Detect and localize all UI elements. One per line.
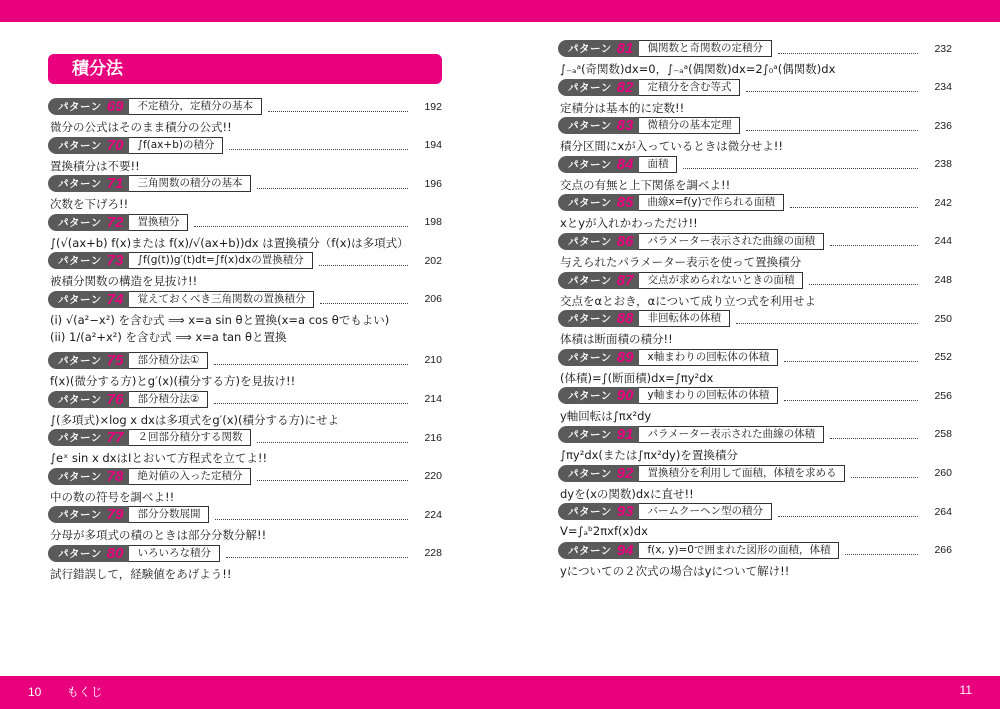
toc-entry[interactable] <box>558 502 952 541</box>
top-color-band <box>0 0 1000 22</box>
pattern-label: パターン <box>568 506 612 519</box>
toc-entry-head <box>558 309 952 328</box>
pattern-title: 不定積分，定積分の基本 <box>129 98 262 115</box>
pattern-number: 82 <box>616 78 634 96</box>
toc-left-column <box>48 97 442 583</box>
toc-entry[interactable] <box>48 467 442 506</box>
pattern-number: 73 <box>106 252 124 270</box>
pattern-number: 83 <box>616 117 634 135</box>
pattern-number: 75 <box>106 351 124 369</box>
page-number: 236 <box>934 119 952 132</box>
toc-entry[interactable] <box>48 505 442 544</box>
toc-entry[interactable] <box>558 348 952 387</box>
pattern-label: パターン <box>568 120 612 133</box>
page-number: 266 <box>934 544 952 557</box>
page-number: 192 <box>424 100 442 113</box>
pattern-title: いろいろな積分 <box>129 545 220 562</box>
toc-entry[interactable] <box>48 97 442 136</box>
dot-leader <box>683 159 918 169</box>
toc-entry-head <box>558 116 952 135</box>
pattern-description: 被積分関数の構造を見抜け!! <box>50 274 198 289</box>
dot-leader <box>226 548 408 558</box>
pattern-label: パターン <box>568 235 612 248</box>
dot-leader <box>257 179 408 189</box>
pattern-badge <box>48 391 129 408</box>
toc-entry-head <box>558 464 952 483</box>
toc-entry-head <box>558 348 952 367</box>
pattern-badge <box>48 291 129 308</box>
toc-entry[interactable] <box>558 193 952 232</box>
toc-entry-head <box>48 505 442 524</box>
pattern-description: ∫eˣ sin x dxはIとおいて方程式を立てよ!! <box>50 451 268 466</box>
pattern-description: 中の数の符号を調べよ!! <box>50 489 175 504</box>
toc-entry[interactable] <box>558 116 952 155</box>
toc-entry-head <box>558 232 952 251</box>
pattern-label: パターン <box>568 390 612 403</box>
pattern-badge <box>558 194 639 211</box>
pattern-label: パターン <box>568 544 612 557</box>
pattern-description: (体積)=∫(断面積)dx=∫πy²dx <box>560 370 714 385</box>
dot-leader <box>215 510 408 520</box>
pattern-title: ∫f(ax+b)の積分 <box>129 137 223 154</box>
dot-leader <box>257 471 408 481</box>
pattern-badge <box>558 349 639 366</box>
toc-entry[interactable] <box>48 351 442 390</box>
pattern-label: パターン <box>58 178 102 191</box>
pattern-label: パターン <box>58 101 102 113</box>
dot-leader <box>809 275 918 285</box>
pattern-description: ∫(多項式)×log x dxは多項式をg′(x)(積分する方)にせよ <box>50 412 340 427</box>
pattern-description: (i) √(a²−x²) を含む式 ⟹ x=a sin θと置換(x=a cos θでもよい) <box>50 312 390 327</box>
folio-left <box>28 683 103 700</box>
toc-entry[interactable] <box>558 232 952 271</box>
pattern-badge <box>558 426 639 443</box>
pattern-title: 面積 <box>639 156 677 173</box>
toc-entry[interactable] <box>48 213 442 252</box>
page-number: 258 <box>934 428 952 441</box>
toc-entry-head <box>48 428 442 447</box>
pattern-badge <box>558 310 639 327</box>
toc-entry-head <box>558 155 952 174</box>
toc-entry-head <box>48 213 442 232</box>
pattern-number: 72 <box>106 213 124 231</box>
pattern-label: パターン <box>568 43 612 55</box>
dot-leader <box>851 468 918 478</box>
pattern-badge <box>48 214 129 231</box>
page-number-right: 11 <box>959 683 972 697</box>
pattern-label: パターン <box>58 470 102 483</box>
dot-leader <box>790 198 918 208</box>
pattern-description: V=∫ₐᵇ2πxf(x)dx <box>560 524 648 539</box>
toc-entry-head <box>558 193 952 212</box>
page-number: 264 <box>934 505 952 518</box>
page-number: 252 <box>934 351 952 364</box>
toc-entry[interactable] <box>558 386 952 425</box>
dot-leader <box>830 429 918 439</box>
pattern-badge <box>48 545 129 562</box>
pattern-number: 84 <box>616 155 634 173</box>
pattern-description-2: (ii) 1/(a²+x²) を含む式 ⟹ x=a tan θと置換 <box>50 329 287 344</box>
pattern-title: x軸まわりの回転体の体積 <box>639 349 778 366</box>
page-number: 242 <box>934 196 952 209</box>
pattern-title: 定積分を含む等式 <box>639 79 740 96</box>
pattern-description: 与えられたパラメーター表示を使って置換積分 <box>560 254 802 269</box>
pattern-number: 81 <box>616 40 634 57</box>
pattern-label: パターン <box>58 354 102 367</box>
pattern-title: ２回部分積分する関数 <box>129 429 251 446</box>
pattern-title: f(x, y)=0で囲まれた図形の面積，体積 <box>639 542 839 559</box>
folio-label: もくじ <box>66 685 103 699</box>
pattern-description: 次数を下げろ!! <box>50 197 129 212</box>
toc-entry[interactable] <box>48 428 442 467</box>
pattern-description: 体積は断面積の積分!! <box>560 332 673 347</box>
pattern-description: 試行錯誤して，経験値をあげよう!! <box>50 566 232 581</box>
toc-entry-head <box>48 467 442 486</box>
dot-leader <box>778 44 918 54</box>
page-number: 248 <box>934 274 952 287</box>
pattern-description: ∫πy²dx(または∫πx²dy)を置換積分 <box>560 447 738 462</box>
pattern-badge <box>558 503 639 520</box>
toc-entry-head <box>48 251 442 270</box>
pattern-title: 三角関数の積分の基本 <box>129 175 251 192</box>
toc-entry-head <box>558 39 952 58</box>
pattern-number: 70 <box>106 136 124 154</box>
dot-leader <box>736 314 918 324</box>
page-number: 194 <box>424 139 442 152</box>
page-number: 228 <box>424 547 442 560</box>
pattern-description: 分母が多項式の積のときは部分分数分解!! <box>50 528 267 543</box>
page-number: 232 <box>934 42 952 55</box>
pattern-title: 偶関数と奇関数の定積分 <box>639 40 772 57</box>
pattern-title: 非回転体の体積 <box>639 310 730 327</box>
pattern-label: パターン <box>568 158 612 171</box>
pattern-label: パターン <box>568 351 612 364</box>
pattern-label: パターン <box>58 547 102 560</box>
pattern-label: パターン <box>58 255 102 268</box>
toc-entry[interactable] <box>558 541 952 580</box>
pattern-number: 86 <box>616 232 634 250</box>
toc-entry-head <box>48 290 442 309</box>
dot-leader <box>778 507 918 517</box>
pattern-description: 置換積分は不要!! <box>50 158 140 173</box>
pattern-description: dyを(xの関数)dxに直せ!! <box>560 486 694 501</box>
pattern-description: yについての２次式の場合はyについて解け!! <box>560 563 790 578</box>
pattern-badge <box>48 429 129 446</box>
page-number: 210 <box>424 354 442 367</box>
pattern-title: 絶対値の入った定積分 <box>129 468 251 485</box>
pattern-title: 置換積分 <box>129 214 188 231</box>
page-number: 244 <box>934 235 952 248</box>
toc-entry[interactable] <box>558 425 952 464</box>
pattern-badge <box>48 175 129 192</box>
pattern-badge <box>48 252 129 269</box>
pattern-badge <box>48 468 129 485</box>
pattern-number: 93 <box>616 503 634 521</box>
toc-entry-head <box>558 271 952 290</box>
dot-leader <box>320 294 408 304</box>
pattern-description: 積分区間にxが入っているときは微分せよ!! <box>560 139 784 154</box>
toc-entry-head <box>48 351 442 370</box>
pattern-number: 91 <box>616 425 634 443</box>
dot-leader <box>214 355 408 365</box>
page-number: 260 <box>934 467 952 480</box>
dot-leader <box>830 236 918 246</box>
toc-entry-head <box>48 544 442 563</box>
pattern-title: 曲線x=f(y)で作られる面積 <box>639 194 784 211</box>
pattern-badge <box>558 387 639 404</box>
dot-leader <box>229 140 408 150</box>
page-number: 220 <box>424 470 442 483</box>
pattern-title: 交点が求められないときの面積 <box>639 272 803 289</box>
toc-entry[interactable] <box>558 78 952 117</box>
dot-leader <box>845 545 918 555</box>
pattern-number: 87 <box>616 271 634 289</box>
pattern-title: 微積分の基本定理 <box>639 117 740 134</box>
toc-entry[interactable] <box>558 309 952 348</box>
pattern-badge <box>48 506 129 523</box>
toc-entry-head <box>558 425 952 444</box>
pattern-description: 定積分は基本的に定数!! <box>560 100 685 115</box>
dot-leader <box>268 102 408 112</box>
pattern-label: パターン <box>58 216 102 229</box>
toc-right-column <box>558 39 952 579</box>
dot-leader <box>319 256 408 266</box>
dot-leader <box>784 352 918 362</box>
pattern-badge <box>558 79 639 96</box>
pattern-description: xとyが入れかわっただけ!! <box>560 216 698 231</box>
pattern-number: 80 <box>106 544 124 562</box>
pattern-number: 89 <box>616 348 634 366</box>
pattern-description: ∫₋ₐᵃ(奇関数)dx=0，∫₋ₐᵃ(偶関数)dx=2∫₀ᵃ(偶関数)dx <box>560 62 836 76</box>
pattern-title: 覚えておくべき三角関数の置換積分 <box>129 291 314 308</box>
toc-entry[interactable] <box>558 39 952 78</box>
toc-entry-head <box>558 78 952 97</box>
page-number-left: 10 <box>28 685 42 699</box>
dot-leader <box>214 394 408 404</box>
page-number: 216 <box>424 431 442 444</box>
pattern-label: パターン <box>568 313 612 326</box>
pattern-number: 76 <box>106 390 124 408</box>
pattern-badge <box>558 272 639 289</box>
pattern-number: 79 <box>106 506 124 524</box>
toc-entry[interactable] <box>48 390 442 429</box>
pattern-number: 71 <box>106 175 124 193</box>
pattern-title: ∫f(g(t))g′(t)dt=∫f(x)dxの置換積分 <box>129 252 312 269</box>
toc-entry-head <box>48 136 442 155</box>
pattern-badge <box>558 465 639 482</box>
toc-entry-head <box>558 386 952 405</box>
pattern-number: 85 <box>616 194 634 212</box>
pattern-description: 交点をαとおき，αについて成り立つ式を利用せよ <box>560 293 816 308</box>
pattern-description: f(x)(微分する方)とg′(x)(積分する方)を見抜け!! <box>50 373 296 388</box>
pattern-title: 部分積分法② <box>129 391 208 408</box>
pattern-label: パターン <box>568 467 612 480</box>
dot-leader <box>784 391 918 401</box>
pattern-badge <box>558 542 639 559</box>
pattern-badge <box>48 137 129 154</box>
dot-leader <box>257 433 408 443</box>
bottom-color-band <box>0 676 1000 709</box>
toc-entry[interactable] <box>48 136 442 175</box>
pattern-label: パターン <box>568 81 612 94</box>
page-number: 206 <box>424 293 442 306</box>
dot-leader <box>746 82 918 92</box>
toc-entry-head <box>48 97 442 116</box>
pattern-description: 微分の公式はそのまま積分の公式!! <box>50 120 232 134</box>
pattern-badge <box>558 156 639 173</box>
pattern-description: y軸回転は∫πx²dy <box>560 409 652 424</box>
pattern-number: 92 <box>616 464 634 482</box>
page-number: 250 <box>934 312 952 325</box>
toc-entry-head <box>48 174 442 193</box>
pattern-description: ∫(√(ax+b) f(x)または f(x)/√(ax+b))dx は置換積分（f(x)は多項式） <box>50 235 409 250</box>
toc-entry[interactable] <box>48 251 442 290</box>
pattern-badge <box>558 117 639 134</box>
toc-entry[interactable] <box>48 544 442 583</box>
page-number: 198 <box>424 216 442 229</box>
pattern-badge <box>48 98 129 115</box>
pattern-title: 部分分数展開 <box>129 506 209 523</box>
toc-entry-head <box>48 390 442 409</box>
page-number: 238 <box>934 158 952 171</box>
pattern-label: パターン <box>568 428 612 441</box>
pattern-number: 74 <box>106 290 124 308</box>
pattern-title: パラメーター表示された曲線の体積 <box>639 426 824 443</box>
pattern-label: パターン <box>568 197 612 210</box>
pattern-label: パターン <box>568 274 612 287</box>
pattern-number: 69 <box>106 98 124 115</box>
toc-entry[interactable] <box>558 271 952 310</box>
pattern-number: 77 <box>106 429 124 447</box>
toc-entry[interactable] <box>48 290 442 351</box>
toc-entry-head <box>558 541 952 560</box>
pattern-title: パラメーター表示された曲線の面積 <box>639 233 824 250</box>
pattern-title: 置換積分を利用して面積，体積を求める <box>639 465 845 482</box>
pattern-label: パターン <box>58 509 102 522</box>
pattern-number: 90 <box>616 387 634 405</box>
pattern-number: 78 <box>106 467 124 485</box>
toc-entry-head <box>558 502 952 521</box>
page-number: 202 <box>424 254 442 267</box>
toc-entry[interactable] <box>558 155 952 194</box>
pattern-title: バームクーヘン型の積分 <box>639 503 772 520</box>
pattern-number: 88 <box>616 310 634 328</box>
pattern-description: 交点の有無と上下関係を調べよ!! <box>560 177 731 192</box>
dot-leader <box>194 217 408 227</box>
page-number: 234 <box>934 81 952 94</box>
page-number: 214 <box>424 393 442 406</box>
pattern-number: 94 <box>616 541 634 559</box>
pattern-label: パターン <box>58 393 102 406</box>
pattern-badge <box>48 352 129 369</box>
page-number: 196 <box>424 177 442 190</box>
page-number: 256 <box>934 389 952 402</box>
pattern-label: パターン <box>58 293 102 306</box>
dot-leader <box>746 121 918 131</box>
pattern-title: 部分積分法① <box>129 352 208 369</box>
toc-entry[interactable] <box>48 174 442 213</box>
pattern-label: パターン <box>58 432 102 445</box>
section-title: 積分法 <box>48 54 442 84</box>
toc-entry[interactable] <box>558 464 952 503</box>
pattern-badge <box>558 233 639 250</box>
pattern-badge <box>558 40 639 57</box>
pattern-title: y軸まわりの回転体の体積 <box>639 387 778 404</box>
page-number: 224 <box>424 508 442 521</box>
pattern-label: パターン <box>58 139 102 152</box>
